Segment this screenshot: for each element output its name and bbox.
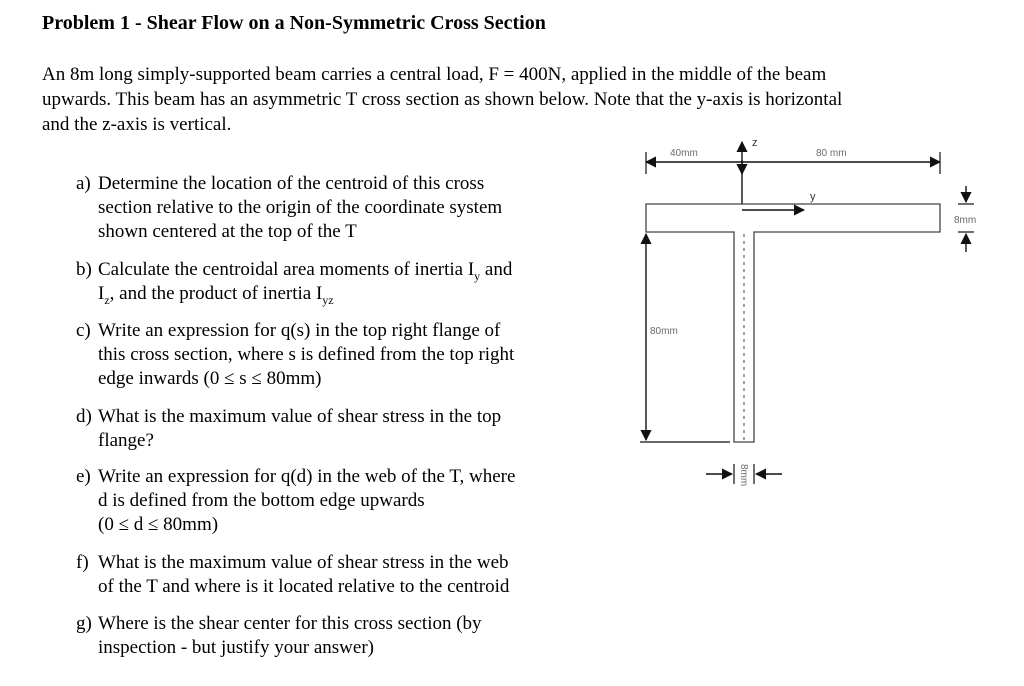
question-b <box>76 258 616 306</box>
z-axis-label: z <box>752 137 758 149</box>
dim-right-flange-label: 80 mm <box>816 148 847 159</box>
question-text: d is defined from the bottom edge upwards <box>98 490 425 511</box>
t-section-figure <box>622 132 1002 492</box>
question-label: f) <box>76 552 89 573</box>
question-text: Determine the location of the centroid of this cross <box>98 173 485 194</box>
question-text: Where is the shear center for this cross section (by <box>98 613 482 634</box>
intro-line: upwards. This beam has an asymmetric T cross section as shown below. Note that the y-axis is horizontal <box>42 89 843 110</box>
t-section-outline <box>646 204 940 442</box>
question-text: shown centered at the top of the T <box>98 221 357 242</box>
t-section-diagram <box>622 132 1002 492</box>
problem-title: Problem 1 - Shear Flow on a Non-Symmetric Cross Section <box>42 12 546 34</box>
flange-thickness-label: 8mm <box>954 215 977 226</box>
subscript: z <box>104 292 110 307</box>
question-text: Write an expression for q(d) in the web of the T, where <box>98 466 516 487</box>
y-axis-label: y <box>810 191 816 203</box>
question-text: , and the product of inertia I <box>109 283 323 304</box>
question-text: Calculate the centroidal area moments of inertia I <box>98 259 475 280</box>
question-label: g) <box>76 613 92 634</box>
question-text: flange? <box>98 430 154 451</box>
web-thickness-label: 8mm <box>738 464 749 487</box>
question-c <box>76 319 616 391</box>
subscript: yz <box>322 292 334 307</box>
question-f <box>76 551 616 599</box>
question-text: edge inwards (0 ≤ s ≤ 80mm) <box>98 368 322 389</box>
intro-line: An 8m long simply-supported beam carries a central load, F = 400N, applied in the middle of the beam <box>42 64 827 85</box>
question-e <box>76 465 616 537</box>
web-height-label: 80mm <box>650 326 678 337</box>
question-text: and <box>480 259 513 280</box>
question-label: a) <box>76 173 91 194</box>
intro-line: and the z-axis is vertical. <box>42 114 232 135</box>
question-text: inspection - but justify your answer) <box>98 637 374 658</box>
question-text: What is the maximum value of shear stress in the top <box>98 406 502 427</box>
question-text: I <box>98 283 105 304</box>
question-g <box>76 612 616 660</box>
question-label: d) <box>76 406 92 427</box>
question-text: (0 ≤ d ≤ 80mm) <box>98 514 219 535</box>
problem-intro <box>42 62 982 137</box>
question-label: c) <box>76 320 91 341</box>
dim-left-flange-label: 40mm <box>670 148 698 159</box>
question-text: of the T and where is it located relative to the centroid <box>98 576 510 597</box>
question-text: this cross section, where s is defined from the top right <box>98 344 515 365</box>
question-a <box>76 172 616 244</box>
question-text: Write an expression for q(s) in the top right flange of <box>98 320 501 341</box>
question-d <box>76 405 616 453</box>
question-text: What is the maximum value of shear stress in the web <box>98 552 509 573</box>
question-text: section relative to the origin of the coordinate system <box>98 197 503 218</box>
question-label: b) <box>76 259 92 280</box>
subscript: y <box>474 268 481 283</box>
question-label: e) <box>76 466 91 487</box>
